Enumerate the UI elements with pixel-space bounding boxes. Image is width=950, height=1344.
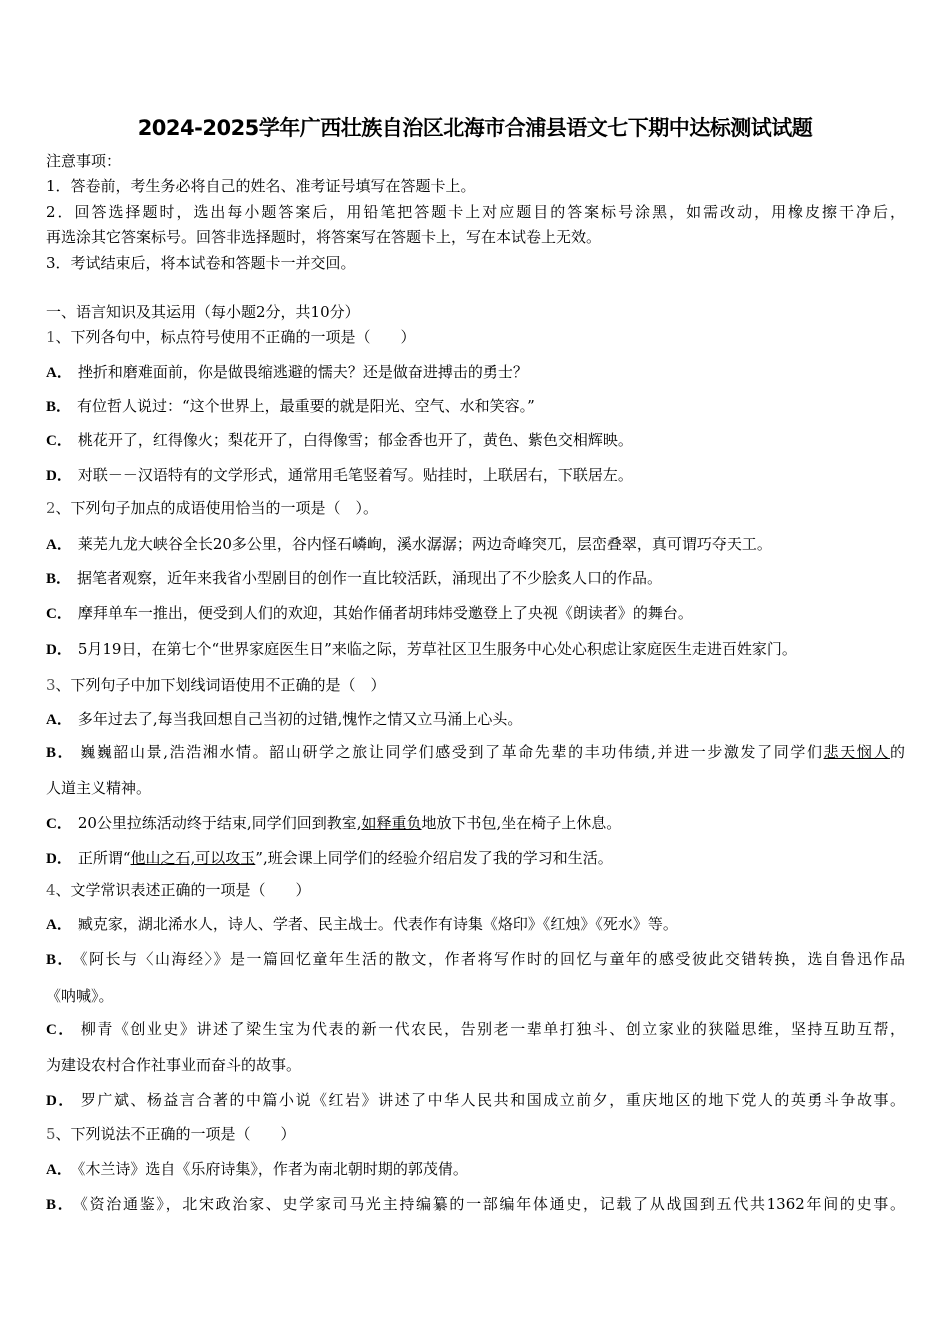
- option-d: [46, 848, 613, 869]
- option-label: C．: [46, 1022, 75, 1038]
- underlined-word: 他山之石,可以攻玉: [130, 849, 256, 867]
- option-d: [46, 639, 797, 660]
- question-number: 2: [46, 499, 56, 517]
- option-text: 摩拜单车一推出，便受到人们的欢迎，其始作俑者胡玮炜受邀登上了央视《朗读者》的舞台。: [77, 604, 693, 622]
- option-b: [46, 949, 905, 970]
- option-label: B．: [46, 1197, 75, 1213]
- option-text: 挫折和磨难面前，你是做畏缩逃避的懦夫？还是做奋进搏击的勇士？: [77, 363, 528, 381]
- option-b: [46, 742, 905, 763]
- option-text: 《木兰诗》选自《乐府诗集》，作者为南北朝时期的郭茂倩。: [77, 1160, 468, 1178]
- option-label: C．: [46, 606, 72, 622]
- option-text: 据笔者观察，近年来我省小型剧目的创作一直比较活跃，涌现出了不少脍炙人口的作品。: [77, 569, 663, 587]
- option-text: 桃花开了，红得像火；梨花开了，白得像雪；郁金香也开了，黄色、紫色交相辉映。: [77, 431, 633, 449]
- question-number: 5: [46, 1125, 56, 1143]
- question-number: 3: [46, 676, 56, 694]
- question-stem: [46, 1124, 296, 1144]
- option-label: A．: [46, 917, 72, 933]
- option-label: D．: [46, 851, 72, 867]
- option-c: [46, 430, 633, 451]
- option-label: B．: [46, 571, 72, 587]
- notice-item: 1．答卷前，考生务必将自己的姓名、准考证号填写在答题卡上。: [46, 177, 476, 195]
- option-text: 《阿长与〈山海经〉》是一篇回忆童年生活的散文，作者将写作时的回忆与童年的感受彼此交错转换，选自鲁迅作品: [80, 950, 905, 968]
- underlined-word: 悲天悯人: [823, 743, 890, 761]
- option-text: 《资治通鉴》，北宋政治家、史学家司马光主持编纂的一部编年体通史，记载了从战国到五代共1362年间的史事。: [80, 1195, 905, 1213]
- option-label: C．: [46, 433, 72, 449]
- question-number: 4: [46, 881, 56, 899]
- question-stem: [46, 498, 378, 518]
- question-text: 、文学常识表述正确的一项是（ ）: [55, 881, 311, 899]
- option-text: 20公里拉练活动终于结束,同学们回到教室,: [77, 814, 362, 832]
- option-a: [46, 914, 678, 935]
- page-title: 2024-2025学年广西壮族自治区北海市合浦县语文七下期中达标测试试题: [137, 116, 813, 140]
- option-label: D．: [46, 468, 72, 484]
- option-c: [46, 813, 621, 834]
- option-c: [46, 1019, 905, 1040]
- option-label: C．: [46, 816, 72, 832]
- option-label: B．: [46, 399, 72, 415]
- question-number: 1: [46, 328, 56, 346]
- question-text: 、下列各句中，标点符号使用不正确的一项是（ ）: [55, 328, 416, 346]
- option-a: [46, 709, 522, 730]
- option-label: A．: [46, 1162, 72, 1178]
- question-stem: [46, 880, 311, 900]
- option-continuation: 为建设农村合作社事业而奋斗的故事。: [46, 1056, 302, 1074]
- option-text: ”,班会课上同学们的经验介绍启发了我的学习和生活。: [255, 849, 613, 867]
- question-stem: [46, 327, 416, 347]
- option-text: 莱芜九龙大峡谷全长20多公里，谷内怪石嶙峋，溪水潺潺；两边奇峰突兀，层峦叠翠，真可谓巧夺天工。: [77, 535, 772, 553]
- option-text: 有位哲人说过：“这个世界上，最重要的就是阳光、空气、水和笑容。”: [77, 397, 535, 415]
- option-text: 罗广斌、杨益言合著的中篇小说《红岩》讲述了中华人民共和国成立前夕，重庆地区的地下党人的英勇斗争故事。: [80, 1091, 905, 1109]
- option-text: 对联－－汉语特有的文学形式，通常用毛笔竖着写。贴挂时，上联居右，下联居左。: [77, 466, 633, 484]
- option-label: A．: [46, 712, 72, 728]
- option-a: [46, 1159, 468, 1180]
- option-label: D．: [46, 1093, 75, 1109]
- option-text: 柳青《创业史》讲述了梁生宝为代表的新一代农民，告别老一辈单打独斗、创立家业的狭隘思维，坚持互助互帮，: [80, 1020, 905, 1038]
- option-text: 多年过去了,每当我回想自己当初的过错,愧怍之情又立马涌上心头。: [77, 710, 523, 728]
- option-text: 5月19日，在第七个“世界家庭医生日”来临之际，芳草社区卫生服务中心处心积虑让家庭医生走进百姓家门。: [77, 640, 797, 658]
- underlined-word: 如释重负: [361, 814, 422, 832]
- option-c: [46, 603, 693, 624]
- option-label: D．: [46, 642, 72, 658]
- option-a: [46, 534, 772, 555]
- option-text: 地放下书包,坐在椅子上休息。: [421, 814, 622, 832]
- option-a: [46, 362, 528, 383]
- option-d: [46, 465, 633, 486]
- option-label: B．: [46, 745, 75, 761]
- option-text: 臧克家，湖北浠水人，诗人、学者、民主战士。代表作有诗集《烙印》《红烛》《死水》等。: [77, 915, 678, 933]
- notice-item: 2．回答选择题时，选出每小题答案后，用铅笔把答题卡上对应题目的答案标号涂黑，如需改动，用橡皮擦干净后，: [46, 203, 905, 221]
- question-text: 、下列说法不正确的一项是（ ）: [55, 1125, 296, 1143]
- option-label: A．: [46, 365, 72, 381]
- option-b: [46, 568, 662, 589]
- option-text: 巍巍韶山景,浩浩湘水情。韶山研学之旅让同学们感受到了革命先辈的丰功伟绩,并进一步激发了同学们: [80, 743, 824, 761]
- section-heading: 一、语言知识及其运用（每小题2分，共10分）: [46, 303, 360, 321]
- option-text: 的: [889, 743, 905, 761]
- question-text: 、下列句子中加下划线词语使用不正确的是（ ）: [55, 676, 386, 694]
- question-stem: [46, 675, 386, 695]
- option-b: [46, 396, 535, 417]
- option-b: [46, 1194, 905, 1215]
- question-text: 、下列句子加点的成语使用恰当的一项是（ ）。: [55, 499, 379, 517]
- notice-item: 3．考试结束后，将本试卷和答题卡一并交回。: [46, 254, 356, 272]
- option-d: [46, 1090, 905, 1111]
- option-continuation: 《呐喊》。: [46, 987, 114, 1005]
- notice-item: 再选涂其它答案标号。回答非选择题时，将答案写在答题卡上，写在本试卷上无效。: [46, 228, 602, 246]
- option-text: 正所谓“: [77, 849, 131, 867]
- option-label: A．: [46, 537, 72, 553]
- notice-heading: 注意事项：: [46, 152, 122, 170]
- option-continuation: 人道主义精神。: [46, 779, 152, 797]
- option-label: B．: [46, 952, 75, 968]
